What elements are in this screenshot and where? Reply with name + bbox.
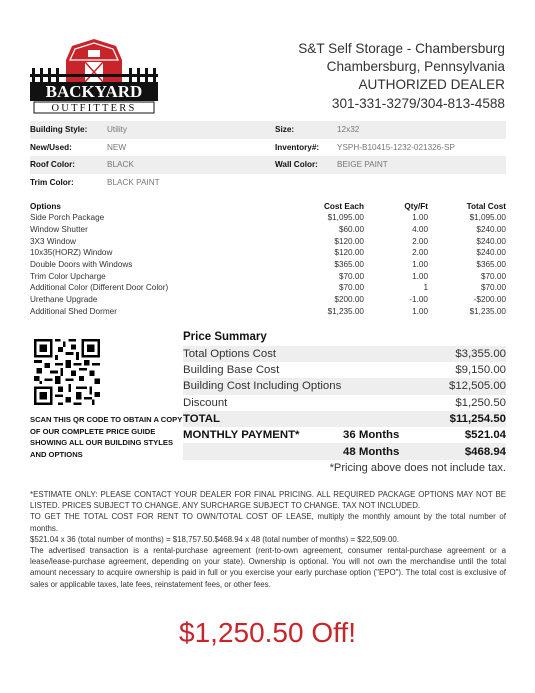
option-row <box>30 235 506 247</box>
option-row <box>30 294 506 306</box>
price-summary <box>183 328 506 474</box>
option-qty: 1 <box>423 283 428 293</box>
option-qty: 4.00 <box>412 225 428 235</box>
option-name: 10x35(HORZ) Window <box>30 248 113 258</box>
inventory-value: YSPH-B10415-1232-021326-SP <box>337 142 455 152</box>
option-name: Trim Color Upcharge <box>30 271 106 281</box>
logo-text-backyard: BACKYARD <box>45 82 143 101</box>
options-header: Options <box>30 202 61 211</box>
tax-disclaimer: *Pricing above does not include tax. <box>329 461 506 474</box>
option-qty: 2.00 <box>412 248 428 258</box>
option-total: $240.00 <box>476 225 506 235</box>
cost-incl-options-row <box>183 378 506 394</box>
term-48: 48 Months <box>343 445 400 458</box>
dealer-location: Chambersburg, Pennsylvania <box>326 59 505 75</box>
option-row <box>30 282 506 294</box>
backyard-outfitters-logo <box>30 38 158 114</box>
new-used-label: New/Used: <box>30 142 72 152</box>
option-total: $70.00 <box>480 271 506 281</box>
wall-color-label: Wall Color: <box>275 156 337 174</box>
payment-36: $521.04 <box>464 429 506 442</box>
option-qty: 1.00 <box>412 260 428 270</box>
discount-label: Discount <box>183 396 228 409</box>
option-name: Side Porch Package <box>30 213 105 223</box>
term-36: 36 Months <box>343 429 400 442</box>
base-cost-row <box>183 362 506 378</box>
base-cost-value: $9,150.00 <box>455 364 506 377</box>
size-value: 12x32 <box>337 121 506 139</box>
dealer-name: S&T Self Storage - Chambersburg <box>298 41 505 56</box>
fine-print-total-cost: TO GET THE TOTAL COST FOR RENT TO OWN/TOTAL COST OF LEASE, multiply the monthly amount by the total number of months. <box>30 512 506 533</box>
building-info-table <box>30 121 506 191</box>
option-total: $365.00 <box>476 260 506 270</box>
option-total: $70.00 <box>480 283 506 293</box>
option-cost: $365.00 <box>334 260 364 270</box>
option-qty: 1.00 <box>412 213 428 223</box>
option-name: Window Shutter <box>30 225 88 235</box>
monthly-payment-label: MONTHLY PAYMENT* <box>183 429 300 442</box>
option-cost: $200.00 <box>334 295 364 305</box>
monthly-payment-row-36 <box>183 427 506 443</box>
trim-color-value: BLACK PAINT <box>107 178 160 188</box>
option-qty: 2.00 <box>412 236 428 246</box>
option-row <box>30 212 506 224</box>
option-cost: $60.00 <box>338 225 364 235</box>
base-cost-label: Building Base Cost <box>183 364 280 377</box>
qr-caption: SCAN THIS QR CODE TO OBTAIN A COPY OF OUR COMPLETE PRICE GUIDE SHOWING ALL OUR BUILDING STYLES AND OPTIONS <box>30 415 183 459</box>
size-label: Size: <box>275 121 337 139</box>
option-name: Double Doors with Windows <box>30 260 133 270</box>
option-total: $1,095.00 <box>469 213 506 223</box>
option-qty: -1.00 <box>409 295 428 305</box>
option-cost: $120.00 <box>334 248 364 258</box>
discount-row <box>183 395 506 411</box>
option-cost: $70.00 <box>338 271 364 281</box>
option-row <box>30 259 506 271</box>
options-table <box>30 201 506 317</box>
option-row <box>30 270 506 282</box>
discount-value: $1,250.50 <box>455 396 506 409</box>
monthly-payment-row-48 <box>183 443 506 459</box>
cost-incl-options-label: Building Cost Including Options <box>183 380 342 393</box>
total-row <box>183 411 506 427</box>
total-options-row <box>183 346 506 362</box>
dealer-phones: 301-331-3279/304-813-4588 <box>331 95 505 111</box>
inventory-label: Inventory#: <box>275 142 320 152</box>
fine-print <box>30 489 506 590</box>
option-total: -$200.00 <box>473 295 506 305</box>
wall-color-value: BEIGE PAINT <box>337 156 506 174</box>
qr-code[interactable] <box>34 339 100 405</box>
option-row <box>30 247 506 259</box>
option-cost: $70.00 <box>338 283 364 293</box>
total-value: $11,254.50 <box>449 412 506 425</box>
total-label: TOTAL <box>183 412 220 425</box>
option-cost: $1,235.00 <box>327 306 364 316</box>
option-cost: $1,095.00 <box>327 213 364 223</box>
roof-color-value: BLACK <box>107 156 275 174</box>
cost-incl-options-value: $12,505.00 <box>448 380 506 393</box>
trim-color-label: Trim Color: <box>30 178 74 188</box>
total-cost-header: Total Cost <box>466 202 506 211</box>
option-total: $240.00 <box>476 236 506 246</box>
option-row <box>30 224 506 236</box>
option-cost: $120.00 <box>334 236 364 246</box>
option-name: Additional Color (Different Door Color) <box>30 283 169 293</box>
option-name: Additional Shed Dormer <box>30 306 117 316</box>
new-used-value: NEW <box>107 142 127 152</box>
qty-header: Qty/Ft <box>404 202 428 211</box>
cost-each-header: Cost Each <box>323 202 364 211</box>
dealer-info <box>298 40 505 113</box>
option-total: $240.00 <box>476 248 506 258</box>
dealer-status: AUTHORIZED DEALER <box>358 77 505 93</box>
payment-48: $468.94 <box>464 445 506 458</box>
price-summary-title: Price Summary <box>183 331 267 343</box>
fine-print-agreement: The advertised transaction is a rental-purchase agreement (rent-to-own agreement, consumer rental-purchase agreement or a lease/lease-purchase agreement, depending on your state). Ownership is optional. You will not own the merchandise until the total amount necessary to acquire ownership is paid in full or you exercise your early purchase option ("EPO"). The total cost is exclusive of sales or applicable taxes, late fees, reinstatement fees, or other fees. <box>30 546 506 589</box>
option-total: $1,235.00 <box>469 306 506 316</box>
logo-text-outfitters: OUTFITTERS <box>51 103 137 114</box>
fine-print-calculation: $521.04 x 36 (total number of months) = $18,757.50.$468.94 x 48 (total number of months) = $22,509.00. <box>30 534 399 544</box>
roof-color-label: Roof Color: <box>30 156 107 174</box>
fine-print-estimate: *ESTIMATE ONLY: PLEASE CONTACT YOUR DEALER FOR FINAL PRICING. ALL REQUIRED PACKAGE OPTIONS MAY NOT BE LISTED. PRICES SUBJECT TO CHANGE. ANY SURCHARGE SUBJECT TO CHANGE. TAX NOT INCLUDED. <box>30 490 506 511</box>
discount-banner: $1,250.50 Off! <box>179 617 356 648</box>
option-row <box>30 306 506 318</box>
option-qty: 1.00 <box>412 271 428 281</box>
building-style-value: Utility <box>107 121 275 139</box>
option-name: 3X3 Window <box>30 236 76 246</box>
total-options-value: $3,355.00 <box>455 348 506 361</box>
option-qty: 1.00 <box>412 306 428 316</box>
option-name: Urethane Upgrade <box>30 295 98 305</box>
total-options-label: Total Options Cost <box>183 348 277 361</box>
building-style-label: Building Style: <box>30 121 107 139</box>
